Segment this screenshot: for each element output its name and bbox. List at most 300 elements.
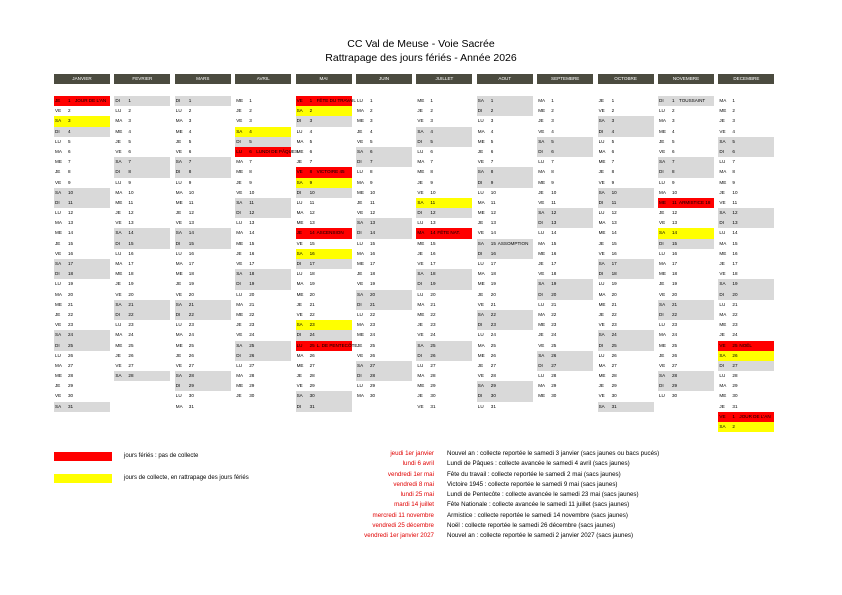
day-of-week: DI	[357, 373, 362, 379]
day-number: 29	[732, 383, 738, 389]
holiday-label: FÊTE NAT.	[437, 230, 461, 236]
day-of-week: LU	[417, 362, 424, 368]
day-of-week: ME	[357, 261, 364, 266]
day-row	[537, 198, 593, 208]
day-row	[296, 391, 352, 401]
day-of-week: SA	[357, 362, 364, 368]
day-of-week: JE	[417, 250, 423, 256]
day-row	[598, 259, 654, 269]
day-number: 28	[68, 373, 74, 379]
day-of-week: MA	[357, 393, 364, 399]
day-of-week: VE	[719, 199, 726, 205]
day-row	[718, 371, 774, 381]
day-of-week: DI	[115, 311, 120, 317]
day-of-week: DI	[296, 189, 302, 195]
day-of-week: VE	[417, 189, 424, 195]
day-of-week: SA	[417, 271, 424, 277]
day-number: 28	[490, 373, 496, 379]
day-number: 24	[309, 332, 315, 338]
month-header: JUIN	[356, 74, 412, 84]
day-of-week: DI	[477, 322, 483, 328]
day-list	[537, 96, 593, 402]
day-of-week: JE	[296, 373, 302, 379]
day-row	[718, 137, 774, 147]
day-of-week: MA	[719, 169, 727, 175]
day-number: 21	[611, 301, 617, 307]
day-row	[718, 218, 774, 228]
day-number: 21	[551, 301, 557, 307]
day-of-week: ME	[477, 138, 485, 144]
day-of-week: VE	[236, 189, 243, 195]
day-number: 13	[551, 220, 557, 226]
day-row	[658, 341, 714, 351]
day-number: 14	[68, 230, 74, 236]
day-row	[54, 208, 110, 218]
day-number: 18	[551, 271, 557, 277]
day-row	[598, 269, 654, 279]
day-number: 8	[249, 169, 252, 175]
holiday-label: TOUSSAINT	[679, 98, 706, 103]
day-of-week: JE	[296, 159, 302, 165]
day-number: 19	[490, 281, 496, 287]
day-row	[235, 157, 291, 167]
day-of-week: MA	[55, 291, 62, 297]
day-of-week: JE	[477, 220, 484, 226]
day-of-week: VE	[55, 108, 62, 114]
day-number: 15	[490, 240, 496, 246]
day-row	[537, 96, 593, 106]
day-number: 30	[551, 393, 557, 399]
day-row	[477, 208, 533, 218]
day-number: 10	[490, 189, 496, 195]
day-of-week: ME	[55, 159, 62, 165]
day-number: 3	[309, 118, 313, 124]
day-number: 23	[68, 322, 74, 328]
day-number: 5	[551, 138, 554, 144]
day-row	[416, 351, 472, 361]
day-number: 17	[490, 261, 496, 266]
day-of-week: SA	[598, 189, 605, 195]
legend-swatch-catchup	[54, 474, 112, 483]
day-of-week: JE	[719, 118, 725, 124]
day-list	[477, 96, 533, 412]
day-row	[175, 208, 231, 218]
day-row	[54, 381, 110, 391]
day-of-week: ME	[115, 342, 123, 348]
day-of-week: SA	[357, 291, 364, 297]
day-row	[537, 249, 593, 259]
day-of-week: SA	[538, 138, 545, 144]
day-row	[416, 106, 472, 116]
day-number: 22	[370, 311, 376, 317]
day-number: 19	[551, 281, 557, 287]
day-row	[718, 96, 774, 106]
day-number: 5	[732, 138, 735, 144]
day-row	[598, 157, 654, 167]
day-number: 27	[370, 362, 376, 368]
day-number: 29	[551, 383, 557, 389]
day-of-week: JE	[296, 230, 302, 236]
day-of-week: ME	[236, 383, 244, 389]
legend-text-holiday: jours fériés : pas de collecte	[124, 453, 199, 459]
day-number: 25	[732, 342, 738, 348]
note-row	[300, 480, 760, 490]
day-of-week: JE	[55, 311, 61, 317]
day-of-week: ME	[357, 118, 364, 124]
day-row	[296, 371, 352, 381]
day-number: 6	[490, 148, 494, 154]
day-row	[54, 279, 110, 289]
note-date: vendredi 1er janvier 2027	[364, 532, 434, 540]
note-row	[300, 490, 760, 500]
day-number: 7	[188, 159, 192, 165]
day-number: 5	[309, 138, 313, 144]
day-row	[296, 381, 352, 391]
day-number: 31	[430, 403, 436, 409]
day-of-week: SA	[477, 98, 484, 103]
day-of-week: VE	[296, 311, 303, 317]
day-row	[296, 300, 352, 310]
day-of-week: LU	[55, 281, 61, 287]
day-row	[356, 249, 412, 259]
day-number: 24	[370, 332, 376, 338]
day-row	[658, 106, 714, 116]
day-number: 24	[68, 332, 74, 338]
day-row	[598, 167, 654, 177]
day-of-week: ME	[538, 322, 546, 328]
day-row	[175, 228, 231, 238]
day-row	[175, 391, 231, 401]
day-row	[175, 218, 231, 228]
day-of-week: DI	[417, 138, 422, 144]
month-column	[598, 74, 654, 412]
day-row	[114, 178, 170, 188]
day-number: 7	[309, 159, 313, 165]
day-row	[416, 290, 472, 300]
day-of-week: DI	[719, 291, 724, 297]
note-text: Victoire 1945 : collecte reportée le samedi 9 mai (sacs jaunes)	[447, 480, 618, 488]
day-of-week: SA	[115, 230, 122, 236]
day-number: 18	[249, 271, 255, 277]
day-of-week: VE	[175, 362, 182, 368]
day-number: 6	[309, 148, 313, 154]
day-of-week: SA	[115, 159, 122, 165]
day-row	[296, 157, 352, 167]
day-row	[537, 290, 593, 300]
day-row	[658, 218, 714, 228]
day-of-week: ME	[477, 210, 485, 216]
day-row	[537, 259, 593, 269]
day-of-week: ME	[296, 148, 304, 154]
day-number: 19	[249, 281, 255, 287]
day-row	[477, 147, 533, 157]
day-of-week: LU	[477, 118, 484, 124]
day-of-week: LU	[175, 250, 182, 256]
day-row	[356, 320, 412, 330]
day-number: 25	[490, 342, 496, 348]
day-of-week: SA	[236, 128, 243, 134]
day-of-week: MA	[417, 373, 425, 379]
day-number: 6	[68, 148, 71, 154]
day-number: 6	[611, 148, 615, 154]
day-of-week: MA	[538, 383, 546, 389]
day-row	[477, 96, 533, 106]
day-of-week: DI	[538, 220, 543, 226]
day-row	[175, 259, 231, 269]
day-number: 11	[128, 199, 134, 205]
day-row	[598, 310, 654, 320]
day-row	[54, 147, 110, 157]
day-number: 27	[732, 362, 738, 368]
day-number: 19	[128, 281, 134, 287]
day-of-week: DI	[659, 98, 664, 103]
day-number: 7	[732, 159, 735, 165]
day-number: 20	[309, 291, 315, 297]
day-row	[296, 178, 352, 188]
day-number: 24	[551, 332, 557, 338]
day-of-week: VE	[236, 261, 243, 266]
day-of-week: DI	[598, 342, 604, 348]
day-row	[598, 228, 654, 238]
day-row	[175, 178, 231, 188]
day-number: 2	[249, 108, 252, 114]
day-row	[114, 167, 170, 177]
day-of-week: LU	[719, 301, 726, 307]
day-row	[175, 116, 231, 126]
day-of-week: SA	[115, 301, 122, 307]
day-of-week: ME	[55, 373, 62, 379]
day-of-week: MA	[417, 230, 425, 236]
day-of-week: MA	[477, 342, 485, 348]
day-number: 16	[188, 250, 194, 256]
day-number: 10	[430, 189, 436, 195]
day-row	[296, 310, 352, 320]
day-row	[416, 259, 472, 269]
day-of-week: ME	[236, 169, 244, 175]
day-row	[537, 391, 593, 401]
month-header: SEPTEMBRE	[537, 74, 593, 84]
day-number: 27	[128, 362, 134, 368]
day-number: 28	[611, 373, 617, 379]
day-number: 28	[732, 373, 738, 379]
day-row	[718, 361, 774, 371]
day-row	[537, 218, 593, 228]
day-row	[658, 279, 714, 289]
day-number: 14	[249, 230, 255, 236]
day-number: 28	[128, 373, 134, 379]
day-number: 5	[128, 138, 131, 144]
day-row	[718, 381, 774, 391]
day-of-week: LU	[417, 291, 424, 297]
day-row	[718, 391, 774, 401]
day-of-week: VE	[417, 261, 424, 266]
day-row	[296, 116, 352, 126]
day-of-week: MA	[236, 301, 244, 307]
day-number: 24	[611, 332, 617, 338]
day-of-week: JE	[357, 271, 363, 277]
day-of-week: LU	[477, 332, 484, 338]
day-number: 10	[309, 189, 315, 195]
day-of-week: DI	[55, 199, 60, 205]
day-row	[718, 351, 774, 361]
day-of-week: DI	[175, 98, 181, 103]
day-of-week: JE	[115, 352, 121, 358]
day-number: 11	[732, 199, 738, 205]
day-number: 31	[732, 403, 738, 409]
day-of-week: ME	[296, 362, 304, 368]
day-number: 18	[370, 271, 376, 277]
day-of-week: LU	[296, 342, 303, 348]
day-row	[296, 127, 352, 137]
day-row	[54, 137, 110, 147]
day-of-week: ME	[55, 230, 62, 236]
day-of-week: MA	[175, 403, 183, 409]
day-of-week: SA	[175, 230, 182, 236]
day-of-week: ME	[296, 291, 304, 297]
day-row	[598, 127, 654, 137]
day-of-week: SA	[598, 261, 605, 266]
day-row	[718, 239, 774, 249]
day-number: 5	[430, 138, 433, 144]
day-row	[54, 351, 110, 361]
day-row	[235, 127, 291, 137]
day-row	[296, 402, 352, 412]
day-of-week: ME	[538, 179, 546, 185]
day-number: 7	[249, 159, 252, 165]
day-of-week: DI	[55, 342, 60, 348]
day-of-week: MA	[175, 189, 183, 195]
month-column	[718, 74, 774, 432]
day-number: 25	[249, 342, 255, 348]
day-number: 1	[249, 98, 252, 103]
day-row	[658, 137, 714, 147]
day-number: 25	[430, 342, 436, 348]
day-row	[114, 300, 170, 310]
day-of-week: DI	[477, 179, 483, 185]
day-number: 18	[672, 271, 678, 277]
day-number: 3	[490, 118, 494, 124]
note-date: jeudi 1er janvier	[390, 450, 434, 457]
day-row	[658, 351, 714, 361]
day-number: 26	[430, 352, 436, 358]
day-number: 2	[188, 108, 192, 114]
day-number: 3	[188, 118, 192, 124]
day-of-week: DI	[719, 362, 724, 368]
day-of-week: ME	[477, 352, 485, 358]
day-row	[598, 116, 654, 126]
day-row	[356, 147, 412, 157]
day-of-week: MA	[236, 159, 244, 165]
day-of-week: VE	[55, 250, 62, 256]
day-row	[235, 391, 291, 401]
day-row	[718, 402, 774, 412]
day-row	[598, 239, 654, 249]
day-row	[477, 402, 533, 412]
day-row	[416, 330, 472, 340]
day-of-week: ME	[719, 250, 727, 256]
day-number: 18	[611, 271, 617, 277]
day-number: 1	[732, 98, 735, 103]
day-of-week: VE	[175, 148, 182, 154]
day-of-week: MA	[598, 148, 606, 154]
day-row	[416, 116, 472, 126]
day-number: 30	[68, 393, 74, 399]
note-date: lundi 6 avril	[402, 460, 434, 468]
day-of-week: ME	[719, 393, 727, 399]
note-text: Nouvel an : collecte reportée le samedi 3 janvier (sacs jaunes ou bacs pucés)	[447, 450, 660, 457]
day-number: 19	[430, 281, 436, 287]
day-number: 27	[551, 362, 557, 368]
day-row	[598, 218, 654, 228]
day-number: 27	[672, 362, 678, 368]
day-of-week: ME	[175, 199, 183, 205]
day-row	[477, 269, 533, 279]
day-row	[175, 239, 231, 249]
day-number: 9	[309, 179, 313, 185]
day-of-week: VE	[115, 220, 122, 226]
day-of-week: JE	[296, 301, 302, 307]
day-of-week: SA	[598, 118, 605, 124]
day-number: 3	[611, 118, 615, 124]
day-row	[175, 290, 231, 300]
day-of-week: LU	[357, 240, 363, 246]
holiday-label: L. DE PENTECÔTE	[316, 342, 358, 348]
day-row	[598, 147, 654, 157]
month-column	[114, 74, 170, 381]
day-of-week: DI	[659, 383, 664, 389]
day-of-week: MA	[719, 311, 727, 317]
day-number: 21	[188, 301, 194, 307]
day-number: 30	[370, 393, 376, 399]
day-of-week: DI	[175, 383, 181, 389]
day-number: 31	[309, 403, 315, 409]
day-of-week: JE	[719, 403, 725, 409]
day-of-week: VE	[598, 322, 605, 328]
day-row	[477, 116, 533, 126]
day-row	[477, 239, 533, 249]
day-number: 30	[249, 393, 255, 399]
day-of-week: SA	[236, 271, 243, 277]
day-of-week: MA	[357, 108, 364, 114]
day-of-week: DI	[598, 271, 604, 277]
day-of-week: ME	[115, 199, 123, 205]
day-row	[175, 188, 231, 198]
day-row	[658, 147, 714, 157]
day-number: 4	[732, 128, 735, 134]
day-number: 1	[188, 98, 192, 103]
day-number: 2	[732, 424, 735, 429]
day-row	[416, 157, 472, 167]
day-row	[718, 310, 774, 320]
day-number: 21	[68, 301, 74, 307]
day-of-week: SA	[538, 281, 545, 287]
day-number: 2	[732, 108, 735, 114]
day-number: 27	[309, 362, 315, 368]
day-row	[537, 137, 593, 147]
day-number: 3	[672, 118, 675, 124]
day-row	[235, 218, 291, 228]
month-column	[356, 74, 412, 402]
day-row	[416, 228, 472, 238]
day-row	[718, 178, 774, 188]
day-of-week: ME	[236, 240, 244, 246]
day-row	[356, 218, 412, 228]
day-number: 22	[490, 311, 496, 317]
day-number: 22	[309, 311, 315, 317]
day-number: 11	[68, 199, 73, 205]
day-number: 1	[732, 413, 735, 419]
day-row	[296, 96, 356, 106]
